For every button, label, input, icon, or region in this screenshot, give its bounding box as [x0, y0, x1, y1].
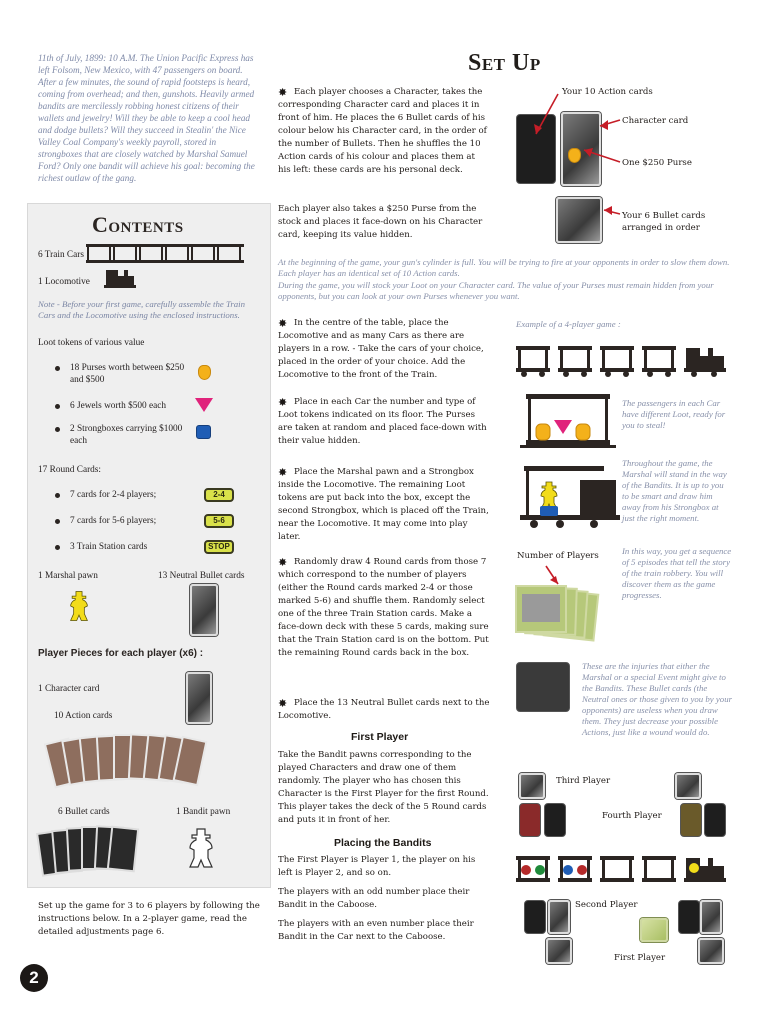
number-of-players-label: Number of Players	[517, 551, 599, 561]
star-icon: ✸	[278, 466, 288, 479]
neutral-bullet-card-diagram	[516, 662, 570, 712]
star-icon: ✸	[278, 697, 288, 710]
star-icon: ✸	[278, 556, 288, 569]
step-6-text: Place the 13 Neutral Bullet cards next to the Locomotive.	[278, 698, 490, 721]
bullet-dot	[55, 519, 60, 524]
third-player-bullets	[519, 803, 541, 837]
purse-icon	[198, 365, 211, 380]
injury-note: These are the injuries that either the Marshal or a special Event might give to the Bandits. These Bullet cards (the Neutral ones or those given to you by your opponents) are useless when you draw them. They just decrease your possible Actions, just like a wound would do.	[582, 661, 733, 737]
star-icon: ✸	[278, 317, 288, 330]
round-tag-stop: STOP	[204, 540, 234, 554]
fourth-player-label: Fourth Player	[602, 811, 662, 821]
bullet-dot	[55, 493, 60, 498]
placing-p2: The players with an odd number place their Bandit in the Caboose.	[278, 887, 470, 910]
marshal-pawn-icon	[66, 590, 92, 622]
train-cars-label: 6 Train Cars	[38, 250, 84, 260]
intro-story: 11th of July, 1899: 10 A.M. The Union Pacific Express has left Folsom, New Mexico, with 47 passengers on board. After a few minutes, the sound of rapid footsteps is heard, coming from overhead; and then, gunshots. Heavily armed bandits are mercilessly robbing honest citizens of their wallets and jewelry! Will they be able to keep a cool head and dodge bullets? Will they succeed in Stealin' the Nice Valley Coal Company's weekly payroll, stored in strongboxes that are closely watched by Marshal Samuel Ford? Only one bandit will achieve his goal: becoming the richest outlaw of the gang.	[38, 53, 255, 183]
round-cards-deck-image	[514, 582, 604, 652]
round-tag-2-4: 2-4	[204, 488, 234, 502]
first-player-label: First Player	[614, 953, 666, 963]
step-2-text: In the centre of the table, place the Locomotive and as many Cars as there are players in a row. - Take the cars of your choice, placed in the order of your choice. Add the Locomotive to the front of the Train.	[278, 318, 484, 380]
step-5-text: Randomly draw 4 Round cards from those 7 which correspond to the number of players (either the Round cards marked 2-4 or those marked 5-6) and shuffle them. Randomly select one of the three Train Station cards. Make a face-down deck with these 5 cards, making sure that the Train Station card is on the bottom. Put the remaining Round cards back in the box.	[278, 557, 489, 658]
placing-p1: The First Player is Player 1, the player on his left is Player 2, and so on.	[278, 855, 476, 878]
second-player-bullets	[546, 938, 572, 964]
second-player-label: Second Player	[575, 900, 638, 910]
bandit-pawn-icon	[186, 826, 216, 870]
loot-item-jewels: 6 Jewels worth $500 each	[70, 401, 167, 411]
round-heading: 17 Round Cards:	[38, 465, 102, 475]
car-with-loot-diagram	[520, 392, 616, 452]
locomotive-icon	[104, 266, 138, 292]
first-player-bullets	[700, 900, 722, 934]
step-4-text: Place the Marshal pawn and a Strongbox inside the Locomotive. The remaining Loot tokens are put back into the box, except the second Strongbox, which is placed off the Train, near the Locomotive. It may come into play later.	[278, 467, 489, 542]
neutral-bullet-card-image	[190, 584, 218, 636]
first-player-deck	[678, 900, 700, 934]
star-icon: ✸	[278, 86, 288, 99]
note-loot: During the game, you will stock your Loot on your Character card. The value of your Purses must remain hidden from your opponents, but you can look at your own Purses whenever you want.	[278, 280, 714, 301]
round-item-5-6: 7 cards for 5-6 players;	[70, 516, 157, 526]
bullet-dot	[55, 404, 60, 409]
label-character-card: Character card	[622, 116, 689, 126]
bandit-pawn-label: 1 Bandit pawn	[176, 807, 231, 817]
page-title: Set Up	[468, 50, 541, 76]
first-player-heading: First Player	[351, 731, 409, 743]
third-player-deck	[544, 803, 566, 837]
bullet-cards-image	[36, 824, 140, 878]
loot-heading: Loot tokens of various value	[38, 338, 145, 348]
character-card-label: 1 Character card	[38, 684, 100, 694]
label-bullet-cards: Your 6 Bullet cards arranged in order	[622, 211, 706, 233]
star-icon: ✸	[278, 396, 288, 409]
step-3-text: Place in each Car the number and type of Loot tokens indicated on its floor. The Purses are taken at random and placed face-down with their value hidden.	[278, 397, 487, 446]
neutral-bullets-label: 13 Neutral Bullet cards	[158, 571, 245, 581]
loot-item-strongboxes: 2 Strongboxes carrying $1000 each	[70, 424, 183, 446]
round-deck-first-player	[640, 918, 668, 942]
setup-intro: Set up the game for 3 to 6 players by following the instructions below. In a 2-player game, read the detailed adjustments page 6.	[38, 901, 260, 937]
first-player-character	[698, 938, 724, 964]
page-number: 2	[20, 964, 48, 992]
assembly-note: Note - Before your first game, carefully assemble the Train Cars and the Locomotive using the enclosed instructions.	[38, 299, 246, 320]
label-action-cards: Your 10 Action cards	[562, 87, 653, 97]
step-1-text: Each player chooses a Character, takes the corresponding Character card and places it in front of him. He places the 6 Bullet cards of his colour below his Character card, in the order of the number of Bullets. Then he shuffles the 10 Action cards of his colour and places them at his left: these cards are his personal deck.	[278, 87, 487, 175]
example-train-diagram	[514, 340, 730, 380]
action-cards-fan-image	[44, 727, 210, 793]
round-item-2-4: 7 cards for 2-4 players;	[70, 490, 157, 500]
fourth-player-bullets	[680, 803, 702, 837]
label-purse: One $250 Purse	[622, 158, 692, 168]
placing-bandits-heading: Placing the Bandits	[334, 837, 432, 849]
fourth-player-deck	[704, 803, 726, 837]
setup-arrows	[520, 88, 630, 228]
character-card-image	[186, 672, 212, 724]
example-label: Example of a 4-player game :	[516, 319, 621, 329]
note-cylinder: At the beginning of the game, your gun's cylinder is full. You will be trying to fire at your opponents in order to slow them down. Each player has an identical set of 10 Action cards.	[278, 257, 730, 278]
seating-train-diagram	[514, 852, 730, 888]
second-player-deck	[524, 900, 546, 934]
jewel-icon	[195, 398, 213, 412]
passengers-note: The passengers in each Car have different Loot, ready for you to steal!	[622, 398, 726, 430]
third-player-label: Third Player	[556, 776, 611, 786]
second-player-character	[548, 900, 570, 934]
locomotive-label: 1 Locomotive	[38, 277, 90, 287]
third-player-character	[519, 773, 545, 799]
marshal-note: Throughout the game, the Marshal will stand in the way of the Bandits. It is up to you to be smart and draw him away from his Strongbox at just the right moment.	[622, 458, 727, 523]
marshal-label: 1 Marshal pawn	[38, 571, 98, 581]
contents-title: Contents	[92, 212, 184, 237]
strongbox-icon	[196, 425, 211, 439]
round-item-station: 3 Train Station cards	[70, 542, 148, 552]
bullet-dot	[55, 366, 60, 371]
sequence-note: In this way, you get a sequence of 5 episodes that tell the story of the train robbery. You will discover them as the game progresses.	[622, 546, 732, 600]
bullet-cards-label: 6 Bullet cards	[58, 807, 110, 817]
placing-p3: The players with an even number place their Bandit in the Car next to the Caboose.	[278, 919, 474, 942]
bullet-dot	[55, 545, 60, 550]
round-tag-5-6: 5-6	[204, 514, 234, 528]
player-pieces-heading: Player Pieces for each player (x6) :	[38, 648, 204, 659]
bullet-dot	[55, 427, 60, 432]
locomotive-with-marshal-diagram	[520, 460, 620, 532]
action-cards-label: 10 Action cards	[54, 711, 113, 721]
first-player-text: Take the Bandit pawns corresponding to the played Characters and draw one of them randomly. The player who has chosen this Character is the First Player for the first Round. This player takes the deck of the 5 Round cards and puts it in front of her.	[278, 750, 489, 825]
loot-item-purses: 18 Purses worth between $250 and $500	[70, 363, 185, 385]
fourth-player-character	[675, 773, 701, 799]
step-1b-text: Each player also takes a $250 Purse from the stock and places it face-down on his Character card, keeping its value hidden.	[278, 204, 483, 240]
